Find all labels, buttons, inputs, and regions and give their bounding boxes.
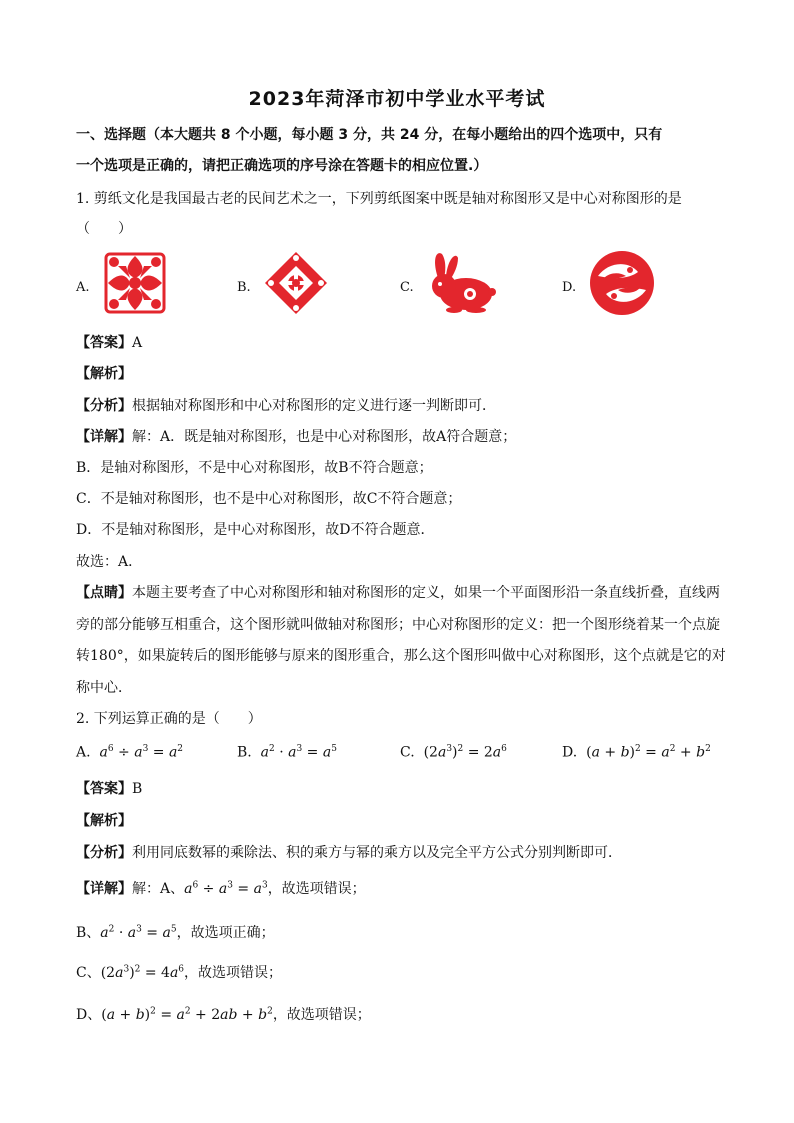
- page-title: 2023年菏泽市初中学业水平考试: [248, 88, 546, 110]
- q1-detail-b: B．是轴对称图形，不是中心对称图形，故B不符合题意；: [76, 460, 433, 476]
- symmetric-flower-papercut-icon: [100, 248, 170, 318]
- q2-stem: 2. 下列运算正确的是（ ）: [76, 711, 262, 727]
- q2-detail-d: D、$(a + b)^2 = a^2 + 2ab + b^2$，故选项错误；: [76, 1006, 371, 1023]
- q1-fenxi-row: [76, 395, 496, 415]
- option-letter: D.: [562, 744, 578, 761]
- q1-dianjing-2: 旁的部分能够互相重合，这个图形就叫做轴对称图形；中心对称图形的定义：把一个图形绕着某一个点旋: [76, 617, 720, 633]
- option-letter: C.: [400, 279, 414, 295]
- detail-label: 【详解】: [76, 881, 132, 897]
- detail-prefix: B、: [76, 925, 101, 941]
- q1-answer: A: [132, 335, 143, 351]
- detail-prefix: C、: [76, 965, 101, 981]
- q1-option-a: [76, 248, 170, 318]
- option-letter: D.: [562, 279, 577, 295]
- q1-option-b: [237, 248, 331, 318]
- fenxi-label: 【分析】: [76, 398, 132, 414]
- q2-answer-row: [76, 778, 142, 798]
- q1-detail-d: D．不是轴对称图形，是中心对称图形，故D不符合题意．: [76, 522, 435, 538]
- option-letter: C.: [400, 744, 415, 761]
- rabbit-papercut-icon: [424, 248, 499, 318]
- snowflake-diamond-papercut-icon: [261, 248, 331, 318]
- q2-option-a: A. $a^6 \div a^3 = a^2$: [76, 744, 184, 761]
- q2-option-c: C. $(2a^3)^2 = 2a^6$: [400, 744, 507, 761]
- q1-options: [0, 248, 794, 318]
- q2-answer: B: [132, 781, 143, 797]
- q1-analysis-label: 【解析】: [76, 366, 132, 382]
- q1-stem-bracket: （ ）: [76, 221, 132, 237]
- q1-fenxi: 根据轴对称图形和中心对称图形的定义进行逐一判断即可．: [132, 398, 496, 414]
- option-letter: B.: [237, 279, 251, 295]
- detail-suffix: ，故选项错误；: [184, 965, 283, 981]
- q1-dianjing-1: 本题主要考查了中心对称图形和轴对称图形的定义，如果一个平面图形沿一条直线折叠，直线两: [132, 585, 720, 601]
- detail-label: 【详解】: [76, 429, 132, 445]
- detail-suffix: ，故选项错误；: [267, 881, 366, 897]
- q2-fenxi-row: [76, 842, 622, 862]
- answer-label: 【答案】: [76, 781, 132, 797]
- detail-suffix: ，故选项正确；: [176, 925, 275, 941]
- fish-circle-papercut-icon: [586, 248, 658, 318]
- q2-detail-b: B、$a^2 \cdot a^3 = a^5$，故选项正确；: [76, 924, 275, 941]
- q1-stem: 1. 剪纸文化是我国最古老的民间艺术之一，下列剪纸图案中既是轴对称图形又是中心对称图形的是: [76, 191, 682, 207]
- q1-choice: 故选：A．: [76, 554, 143, 570]
- q1-option-c: [400, 248, 499, 318]
- q2-option-d: D. $(a + b)^2 = a^2 + b^2$: [562, 744, 711, 761]
- dianjing-label: 【点睛】: [76, 585, 132, 601]
- q2-option-b: B. $a^2 \cdot a^3 = a^5$: [237, 744, 337, 761]
- q1-dianjing-3: 转180°，如果旋转后的图形能够与原来的图形重合，那么这个图形叫做中心对称图形，这个点就是它的对: [76, 648, 726, 664]
- detail-prefix: D、: [76, 1007, 102, 1023]
- q1-answer-row: [76, 332, 142, 352]
- section-heading-line2: 一个选项是正确的，请把正确选项的序号涂在答题卡的相应位置.）: [76, 158, 488, 174]
- q1-dianjing-row: [76, 582, 720, 602]
- q1-detail-a: 解：A．既是轴对称图形，也是中心对称图形，故A符合题意；: [132, 429, 517, 445]
- q2-analysis-label: 【解析】: [76, 813, 132, 829]
- q1-detail-row: [76, 426, 516, 446]
- q2-detail-c: C、$(2a^3)^2 = 4a^6$，故选项错误；: [76, 964, 283, 981]
- section-heading-line1: 一、选择题（本大题共 8 个小题，每小题 3 分，共 24 分，在每小题给出的四个选项中，只有: [76, 127, 663, 143]
- option-letter: A.: [76, 279, 90, 295]
- q1-option-d: [562, 248, 658, 318]
- option-letter: B.: [237, 744, 252, 761]
- answer-label: 【答案】: [76, 335, 132, 351]
- q2-fenxi: 利用同底数幂的乘除法、积的乘方与幂的乘方以及完全平方公式分别判断即可．: [132, 845, 622, 861]
- q1-detail-c: C．不是轴对称图形，也不是中心对称图形，故C不符合题意；: [76, 491, 462, 507]
- q2-detail-a: 【详解】解：A、$a^6 \div a^3 = a^3$，故选项错误；: [76, 880, 366, 897]
- detail-suffix: ，故选项错误；: [272, 1007, 371, 1023]
- fenxi-label: 【分析】: [76, 845, 132, 861]
- option-letter: A.: [76, 744, 91, 761]
- detail-prefix: 解：A、: [132, 881, 185, 897]
- q1-dianjing-4: 称中心．: [76, 680, 132, 696]
